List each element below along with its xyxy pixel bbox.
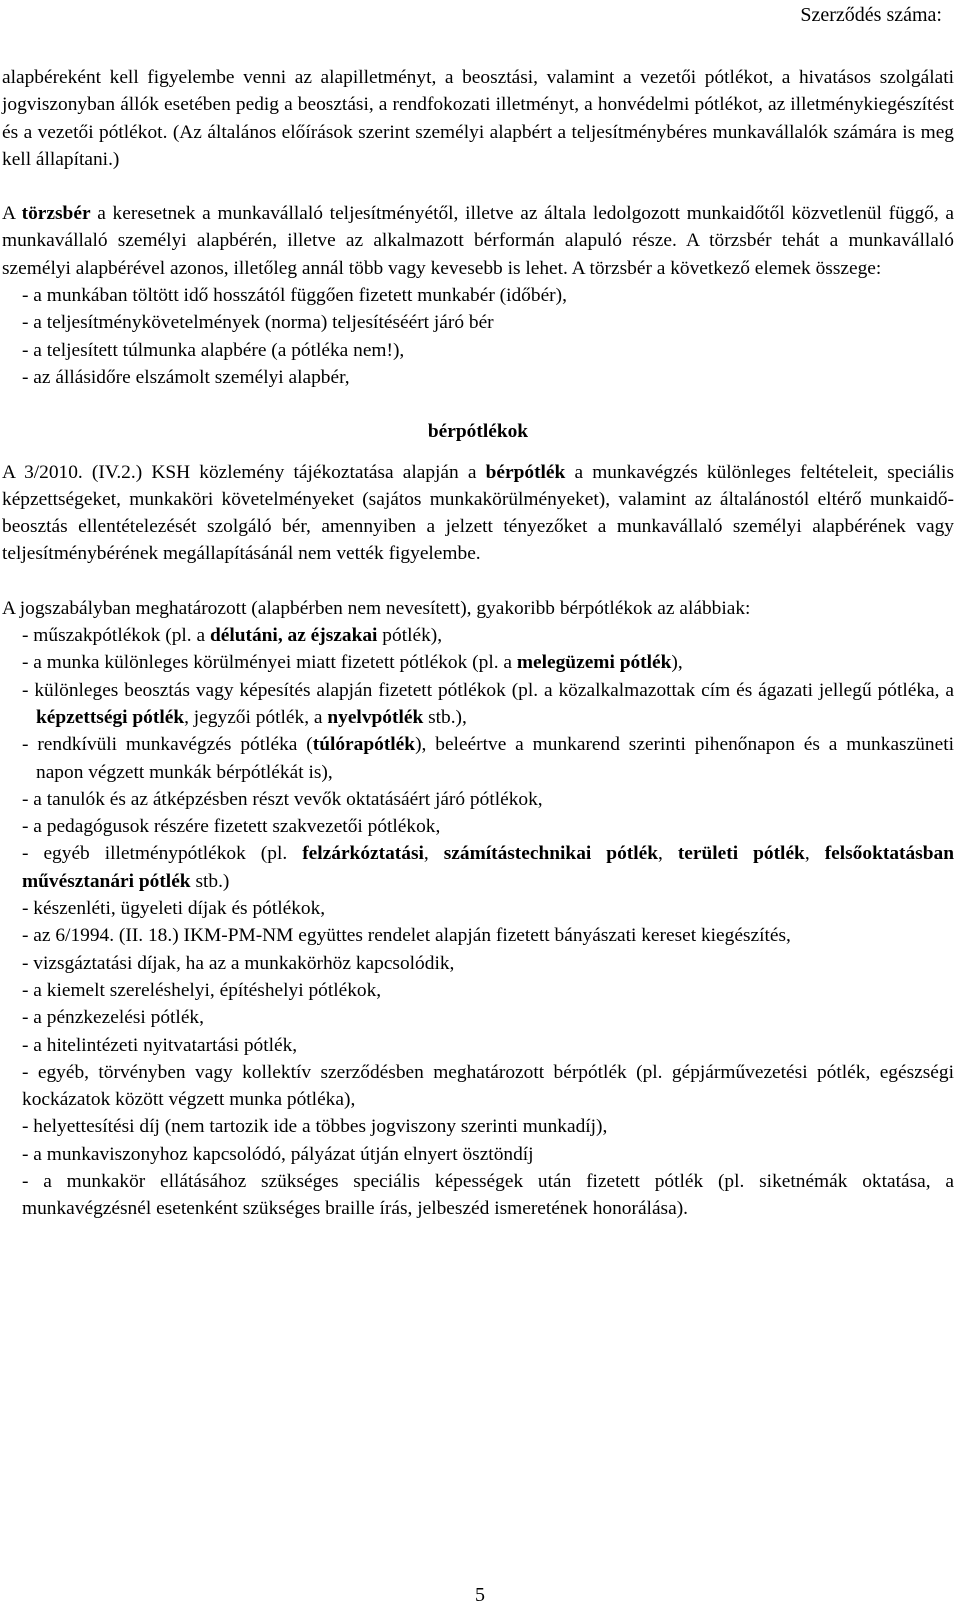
bold-term: túlórapótlék [312,734,416,756]
list-item: - a munkában töltött idő hosszától függően fizetett munkabér (időbér), [22,285,567,307]
text-run: - műszakpótlékok (pl. a [22,625,210,647]
list-item [2,677,954,732]
bold-term: délutáni, az éjszakai [209,625,378,647]
bold-term-torzsber: törzsbér [21,203,91,225]
bold-term: számítástechnikai pótlék [443,843,658,865]
text-run: , [658,843,678,865]
contract-number-label: Szerződés száma: [800,4,942,26]
list-item: - a munkakör ellátásához szükséges speciális képességek után fizetett pótlék (pl. siketnémák oktatása, a munkavégzésnél esetenként szükséges braille írás, jelbeszéd ismeretének honorálása). [22,1170,954,1220]
text-run: stb.), [423,706,467,728]
list-item: - a pénzkezelési pótlék, [22,1007,204,1029]
list-item: - készenléti, ügyeleti díjak és pótlékok, [22,898,326,920]
page-number: 5 [475,1584,485,1606]
list-item [2,622,954,649]
list-item [2,840,954,895]
paragraph-potlekok-intro: A jogszabályban meghatározott (alapbérben nem nevesített), gyakoribb bérpótlékok az alábbiak: [2,597,751,619]
bold-term: területi pótlék [677,843,805,865]
list-item: - a kiemelt szereléshelyi, építéshelyi pótlékok, [22,979,382,1001]
text-run: , [423,843,444,865]
bold-term-berpotlek: bérpótlék [485,461,566,483]
paragraph-alapber: alapbéreként kell figyelembe venni az alapilletményt, a beosztási, valamint a vezetői pótlékot, a hivatásos szolgálati jogviszonyban állók esetében pedig a beosztási, a rendfokozati illetményt, a honvédelmi pótlékot, az illetménykiegészítést és a vezetői pótlékot. (Az általános előírások szerint személyi alapbért a teljesítménybéres munkavállalók számára is meg kell állapítani.) [2,67,954,170]
section-heading: bérpótlékok [427,421,529,443]
bold-term: melegüzemi pótlék [516,652,672,674]
list-item: - a munkaviszonyhoz kapcsolódó, pályázat útján elnyert ösztöndíj [22,1143,534,1165]
bold-term: felsőoktatásban művésztanári pótlék [22,843,954,892]
text-run: - egyéb illetménypótlékok (pl. [22,843,303,865]
text-run: stb.) [190,870,230,892]
list-item: - a teljesített túlmunka alapbére (a pótléka nem!), [22,339,405,361]
bold-term: képzettségi pótlék [36,706,185,728]
list-item: - a hitelintézeti nyitvatartási pótlék, [22,1034,298,1056]
text-run: - a munka különleges körülményei miatt fizetett pótlékok (pl. a [22,652,517,674]
list-item [2,731,954,786]
document-body [2,64,954,1223]
text-run: ), [671,652,683,674]
text-run: - különleges beosztás vagy képesítés alapján fizetett pótlékok (pl. a közalkalmazottak cím és ágazati jellegű pótléka, a [22,679,954,701]
list-item: - a teljesítménykövetelmények (norma) teljesítéséért járó bér [22,312,494,334]
text-run: - rendkívüli munkavégzés pótléka ( [22,734,313,756]
list-item: - a pedagógusok részére fizetett szakvezetői pótlékok, [22,816,441,838]
text-run: , [804,843,825,865]
paragraph-torzsber [2,200,954,282]
list-item: - a tanulók és az átképzésben részt vevők oktatásáért járó pótlékok, [22,788,543,810]
bold-term: nyelvpótlék [327,706,424,728]
text-run: a munkavégzés különleges feltételeit, speciális képzettségeket, munkaköri követelményeket (sajátos munkakörülményeket), valamint az általánostól eltérő munkaidő-beosztás ellentételezését szolgáló bér, amennyiben a jelzett tényezőket a munkavállaló személyi alapbérének vagy teljesítménybérének megállapításánál nem vették figyelembe. [2,461,954,565]
torzsber-list [2,282,954,391]
list-item [2,649,954,676]
text-run: a keresetnek a munkavállaló teljesítményétől, illetve az általa ledolgozott munkaidőtől közvetlenül függő, a munkavállaló személyi alapbérén, illetve az alkalmazott bérformán alapuló része. A törzsbér tehát a munkavállaló személyi alapbérével azonos, illetőleg annál több vagy kevesebb is lehet. A törzsbér a következő elemek összege: [2,203,955,279]
text-run: pótlék), [377,625,443,647]
text-run: ), beleértve a munkarend szerinti pihenőnapon és a munkaszüneti napon végzett munkák bérpótlékát is), [36,734,954,783]
bold-term: felzárkóztatási [302,843,424,865]
list-item: - az állásidőre elszámolt személyi alapbér, [22,366,350,388]
potlek-list [2,622,954,1223]
list-item: - az 6/1994. (II. 18.) IKM-PM-NM együttes rendelet alapján fizetett bányászati kereset kiegészítés, [22,925,791,947]
list-item: - vizsgáztatási díjak, ha az a munkakörhöz kapcsolódik, [22,952,455,974]
text-run: A 3/2010. (IV.2.) KSH közlemény tájékoztatása alapján a [2,461,486,483]
list-item: - helyettesítési díj (nem tartozik ide a többes jogviszony szerinti munkadíj), [22,1116,608,1138]
text-run: , jegyzői pótlék, a [184,706,328,728]
text-run: A [2,203,22,225]
paragraph-berpotlek-definition [2,459,954,568]
list-item: - egyéb, törvényben vagy kollektív szerződésben meghatározott bérpótlék (pl. gépjárművezetési pótlék, egészségi kockázatok között végzett munka pótléka), [22,1061,954,1111]
